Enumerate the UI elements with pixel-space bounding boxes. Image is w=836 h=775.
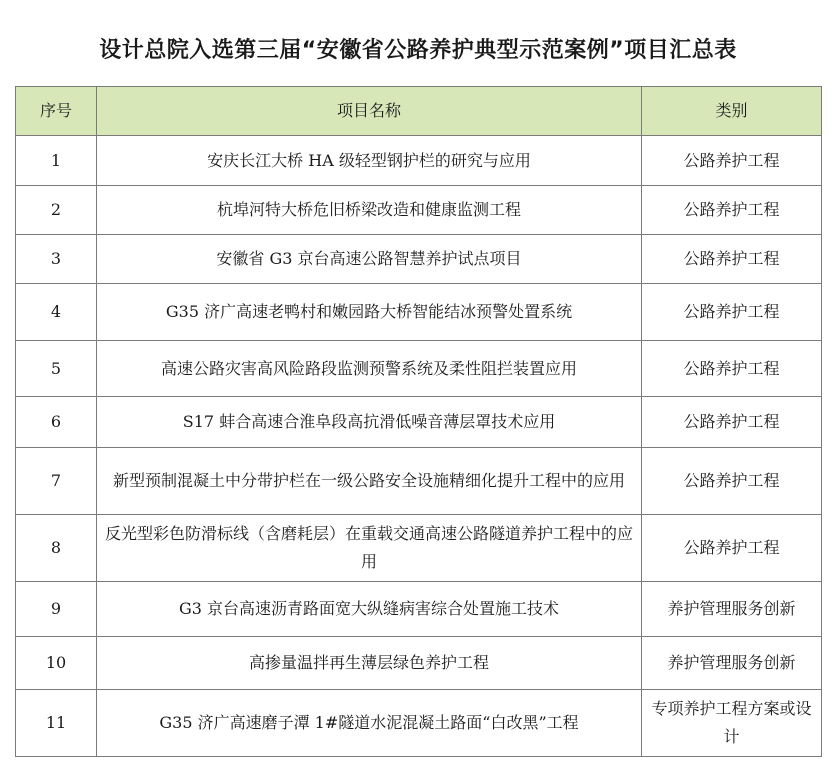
table-row xyxy=(16,341,822,397)
table-row xyxy=(16,186,822,235)
cell-no: 11 xyxy=(16,690,97,757)
table-row xyxy=(16,582,822,637)
cell-name: 高速公路灾害高风险路段监测预警系统及柔性阻拦装置应用 xyxy=(97,341,642,397)
cell-name: 安徽省 G3 京台高速公路智慧养护试点项目 xyxy=(97,235,642,284)
cell-no: 3 xyxy=(16,235,97,284)
cell-no: 8 xyxy=(16,515,97,582)
table-row xyxy=(16,637,822,690)
cell-category: 公路养护工程 xyxy=(642,136,822,186)
table-row xyxy=(16,690,822,757)
header-category: 类别 xyxy=(642,87,822,136)
table-row xyxy=(16,235,822,284)
cell-no: 5 xyxy=(16,341,97,397)
table-row xyxy=(16,448,822,515)
cell-name: G35 济广高速磨子潭 1#隧道水泥混凝土路面“白改黑”工程 xyxy=(97,690,642,757)
cell-category: 公路养护工程 xyxy=(642,397,822,448)
header-no: 序号 xyxy=(16,87,97,136)
cell-no: 9 xyxy=(16,582,97,637)
table-row xyxy=(16,397,822,448)
cell-no: 4 xyxy=(16,284,97,341)
cell-category: 专项养护工程方案或设计 xyxy=(642,690,822,757)
cell-category: 养护管理服务创新 xyxy=(642,582,822,637)
cell-no: 1 xyxy=(16,136,97,186)
table-header-row xyxy=(16,87,822,136)
table-row xyxy=(16,515,822,582)
cell-no: 6 xyxy=(16,397,97,448)
cell-name: 杭埠河特大桥危旧桥梁改造和健康监测工程 xyxy=(97,186,642,235)
cell-category: 公路养护工程 xyxy=(642,186,822,235)
cell-name: 高掺量温拌再生薄层绿色养护工程 xyxy=(97,637,642,690)
cell-category: 公路养护工程 xyxy=(642,341,822,397)
cell-category: 公路养护工程 xyxy=(642,448,822,515)
cell-category: 公路养护工程 xyxy=(642,515,822,582)
cell-no: 2 xyxy=(16,186,97,235)
table-row xyxy=(16,284,822,341)
cell-name: G35 济广高速老鸭村和嫩园路大桥智能结冰预警处置系统 xyxy=(97,284,642,341)
cell-name: G3 京台高速沥青路面宽大纵缝病害综合处置施工技术 xyxy=(97,582,642,637)
cell-no: 10 xyxy=(16,637,97,690)
page-title: 设计总院入选第三届“安徽省公路养护典型示范案例”项目汇总表 xyxy=(99,38,737,63)
header-name: 项目名称 xyxy=(97,87,642,136)
cell-name: S17 蚌合高速合淮阜段高抗滑低噪音薄层罩技术应用 xyxy=(97,397,642,448)
cell-category: 公路养护工程 xyxy=(642,235,822,284)
cell-no: 7 xyxy=(16,448,97,515)
table-row xyxy=(16,136,822,186)
cell-name: 反光型彩色防滑标线（含磨耗层）在重载交通高速公路隧道养护工程中的应用 xyxy=(97,515,642,582)
cell-name: 新型预制混凝土中分带护栏在一级公路安全设施精细化提升工程中的应用 xyxy=(97,448,642,515)
project-table xyxy=(15,86,822,757)
cell-category: 公路养护工程 xyxy=(642,284,822,341)
cell-name: 安庆长江大桥 HA 级轻型钢护栏的研究与应用 xyxy=(97,136,642,186)
cell-category: 养护管理服务创新 xyxy=(642,637,822,690)
